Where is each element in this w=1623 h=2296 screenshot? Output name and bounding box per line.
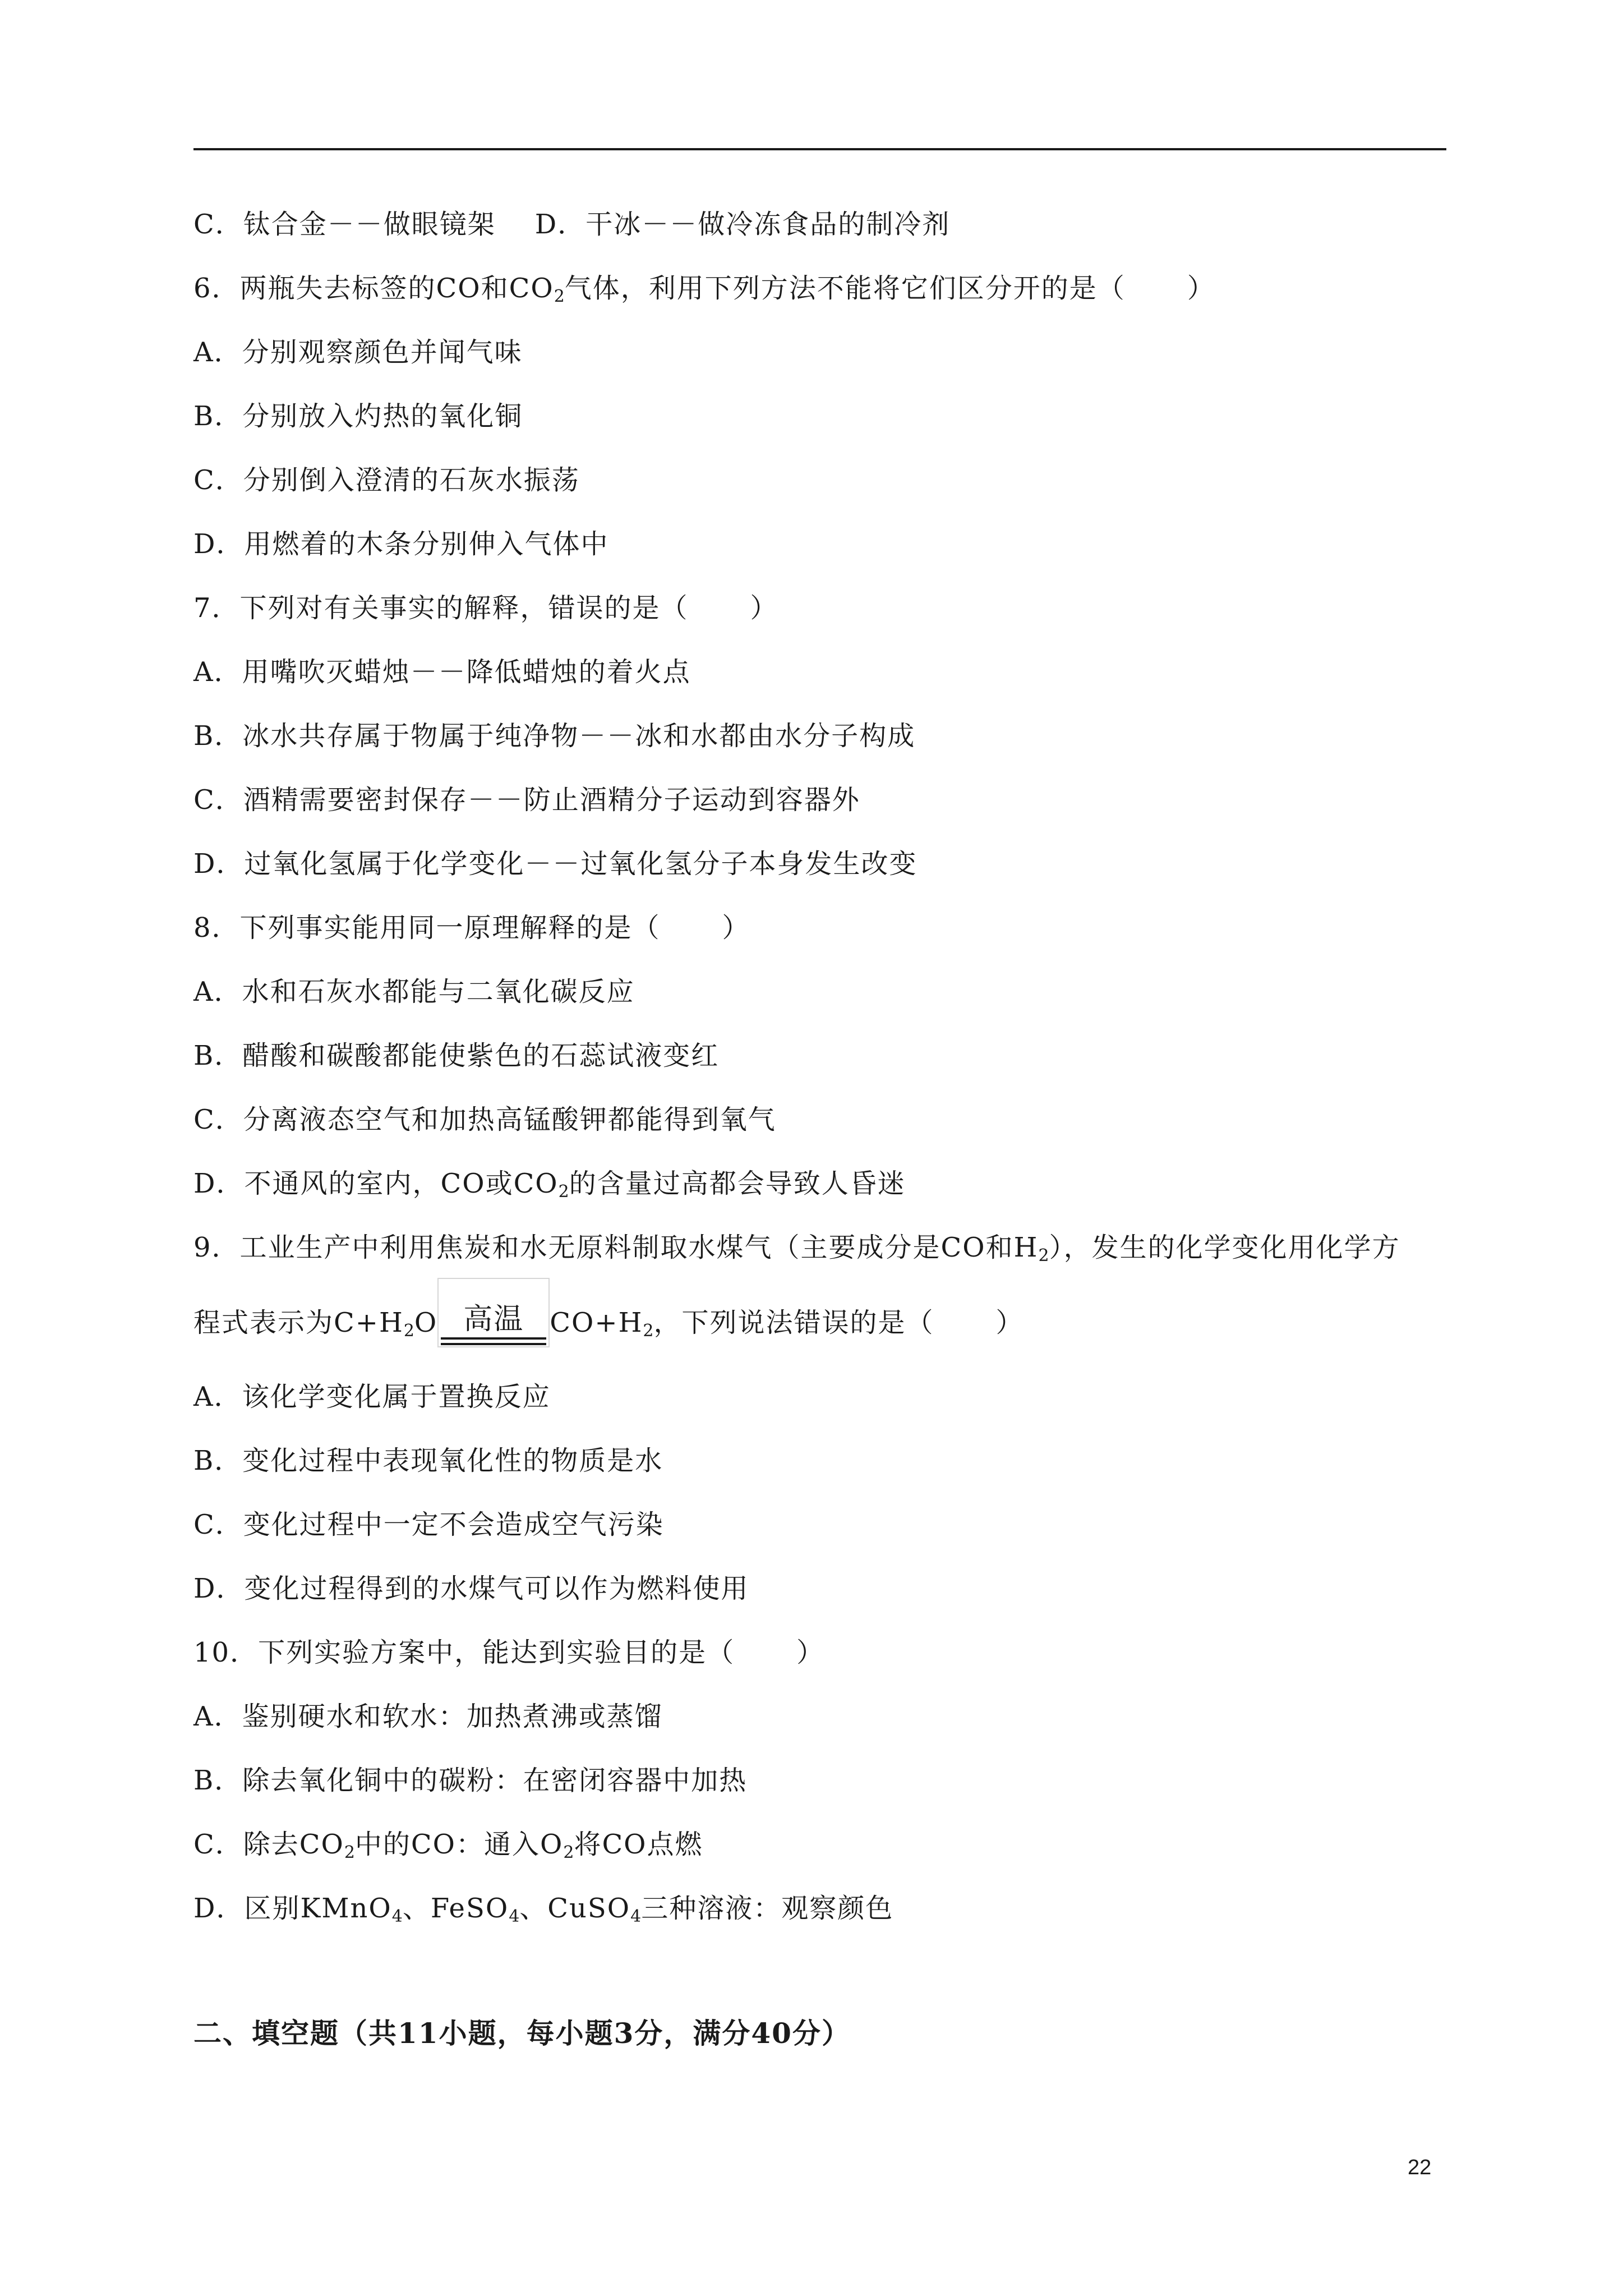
subscript: 2 bbox=[554, 287, 565, 306]
subscript: 4 bbox=[391, 1907, 403, 1926]
subscript: 2 bbox=[344, 1843, 355, 1862]
subscript: 2 bbox=[558, 1182, 569, 1202]
q7-option-c: C．酒精需要密封保存－－防止酒精分子运动到容器外 bbox=[193, 784, 860, 816]
q10-stem bbox=[193, 1636, 824, 1669]
equation-reactants-2: O bbox=[414, 1307, 438, 1338]
q7-option-d: D．过氧化氢属于化学变化－－过氧化氢分子本身发生改变 bbox=[193, 848, 917, 880]
answer-paren-close: ） bbox=[750, 592, 778, 624]
q9-option-a: A．该化学变化属于置换反应 bbox=[193, 1381, 551, 1412]
subscript: 4 bbox=[630, 1907, 642, 1926]
q6-option-b: B．分别放入灼热的氧化铜 bbox=[193, 401, 523, 432]
q9-option-d: D．变化过程得到的水煤气可以作为燃料使用 bbox=[193, 1573, 749, 1604]
q8-option-b: B．醋酸和碳酸都能使紫色的石蕊试液变红 bbox=[193, 1040, 720, 1071]
q9-stem-line1 bbox=[193, 1231, 1400, 1264]
q10-option-d bbox=[193, 1892, 893, 1925]
q9-option-c: C．变化过程中一定不会造成空气污染 bbox=[193, 1509, 664, 1540]
q10-option-c bbox=[193, 1828, 703, 1861]
q10-option-b: B．除去氧化铜中的碳粉：在密闭容器中加热 bbox=[193, 1765, 748, 1796]
q5-option-d: D．干冰－－做冷冻食品的制冷剂 bbox=[534, 209, 951, 240]
subscript: 4 bbox=[509, 1907, 520, 1926]
q7-option-a: A．用嘴吹灭蜡烛－－降低蜡烛的着火点 bbox=[193, 656, 691, 688]
q9-stem-text: 9．工业生产中利用焦炭和水无原料制取水煤气（主要成分是CO和H bbox=[193, 1232, 1039, 1263]
q8-stem bbox=[193, 911, 750, 945]
subscript: 2 bbox=[403, 1321, 414, 1341]
q8-stem-text: 8．下列事实能用同一原理解释的是（ bbox=[193, 912, 661, 944]
header-rule bbox=[193, 148, 1446, 150]
q5-option-c: C．钛合金－－做眼镜架 bbox=[193, 209, 496, 240]
q8-option-d bbox=[193, 1167, 906, 1200]
q10-option-d-text-4: 三种溶液：观察颜色 bbox=[641, 1893, 894, 1924]
reaction-condition-arrow bbox=[437, 1303, 550, 1340]
page-number: 22 bbox=[1408, 2156, 1432, 2179]
subscript: 2 bbox=[643, 1321, 654, 1341]
q10-option-c-text-2: 中的CO：通入O bbox=[354, 1829, 564, 1860]
q7-stem-text: 7．下列对有关事实的解释，错误的是（ bbox=[193, 592, 689, 624]
q10-option-d-text-2: 、FeSO bbox=[402, 1893, 509, 1924]
subscript: 2 bbox=[1038, 1246, 1049, 1266]
answer-paren-close: ） bbox=[722, 912, 750, 944]
q10-option-c-text-3: 将CO点燃 bbox=[574, 1829, 703, 1860]
q6-option-a: A．分别观察颜色并闻气味 bbox=[193, 337, 523, 368]
reaction-condition-label: 高温 bbox=[463, 1303, 524, 1336]
q10-option-d-text-3: 、CuSO bbox=[519, 1893, 631, 1924]
q10-option-d-text: D．区别KMnO bbox=[193, 1893, 392, 1924]
q8-option-d-text: D．不通风的室内，CO或CO bbox=[193, 1168, 559, 1199]
q6-stem-text: 6．两瓶失去标签的CO和CO bbox=[193, 273, 554, 304]
q9-stem-text-2: ），发生的化学变化用化学方 bbox=[1049, 1232, 1400, 1263]
q7-stem bbox=[193, 591, 778, 625]
section-heading: 二、填空题（共11小题，每小题3分，满分40分） bbox=[193, 2017, 851, 2050]
equation-reactants: 程式表示为C+H bbox=[193, 1307, 404, 1338]
q10-option-c-text: C．除去CO bbox=[193, 1829, 344, 1860]
equation-products: CO+H bbox=[550, 1307, 643, 1338]
answer-paren-close: ） bbox=[1187, 273, 1215, 304]
q5-options-cd bbox=[193, 208, 950, 241]
q8-option-c: C．分离液态空气和加热高锰酸钾都能得到氧气 bbox=[193, 1104, 776, 1135]
answer-paren-close: ） bbox=[796, 1637, 825, 1668]
q6-option-c: C．分别倒入澄清的石灰水振荡 bbox=[193, 464, 580, 496]
q8-option-a: A．水和石灰水都能与二氧化碳反应 bbox=[193, 976, 635, 1007]
q6-stem bbox=[193, 272, 1215, 305]
q8-option-d-text-2: 的含量过高都会导致人昏迷 bbox=[569, 1168, 906, 1199]
q9-stem-text-3: ，下列说法错误的是（ bbox=[653, 1307, 934, 1338]
q6-stem-text-2: 气体，利用下列方法不能将它们区分开的是（ bbox=[564, 273, 1126, 304]
q10-option-a: A．鉴别硬水和软水：加热煮沸或蒸馏 bbox=[193, 1701, 663, 1732]
q10-stem-text: 10．下列实验方案中，能达到实验目的是（ bbox=[193, 1637, 735, 1668]
answer-paren-close: ） bbox=[995, 1307, 1024, 1338]
q6-option-d: D．用燃着的木条分别伸入气体中 bbox=[193, 528, 609, 560]
q7-option-b: B．冰水共存属于物属于纯净物－－冰和水都由水分子构成 bbox=[193, 720, 916, 752]
q9-option-b: B．变化过程中表现氧化性的物质是水 bbox=[193, 1445, 663, 1476]
subscript: 2 bbox=[563, 1843, 574, 1862]
q9-stem-line2 bbox=[193, 1303, 1024, 1341]
